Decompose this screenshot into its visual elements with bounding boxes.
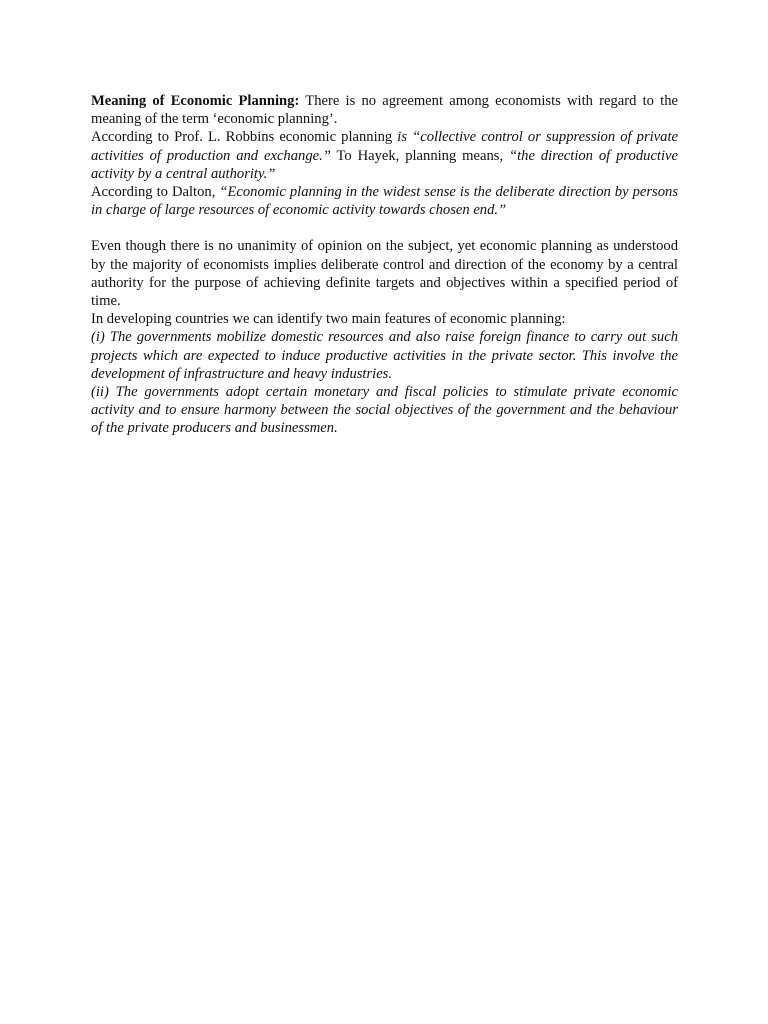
section-heading: Meaning of Economic Planning: <box>91 93 300 109</box>
robbins-quote: is “collective control or suppression of private activities of production and exchange.” <box>91 129 678 164</box>
meaning-text: There is no agreement among economists with regard to the meaning of the term ‘economic planning’. <box>91 93 679 128</box>
paragraph-robbins-hayek <box>91 128 678 183</box>
feature-item-2: (ii) The governments adopt certain monetary and fiscal policies to stimulate private economic activity and to ensure harmony between the social objectives of the government and the behaviour of the private producers and businessmen. <box>91 384 678 437</box>
hayek-quote: “the direction of productive activity by a central authority.” <box>91 147 678 182</box>
paragraph-meaning <box>91 92 678 128</box>
dalton-intro: According to Dalton <box>91 184 212 201</box>
paragraph-features-intro: In developing countries we can identify two main features of economic planning: <box>91 311 566 328</box>
document-body <box>91 92 678 438</box>
paragraph-spacer <box>91 219 678 237</box>
feature-item-1: (i) The governments mobilize domestic resources and also raise foreign finance to carry out such projects which are expected to induce productive activities in the private sector. This involve the development of infrastructure and heavy industries. <box>91 329 678 382</box>
paragraph-dalton <box>91 183 678 219</box>
paragraph-consensus: Even though there is no unanimity of opinion on the subject, yet economic planning as understood by the majority of economists implies deliberate control and direction of the economy by a central authority for the purpose of achieving definite targets and objectives within a specified period of time. <box>91 238 678 310</box>
robbins-intro: According to Prof. L. Robbins economic planning <box>91 129 398 146</box>
hayek-intro: To Hayek, planning means, <box>330 147 509 164</box>
dalton-quote: , “Economic planning in the widest sense is the deliberate direction by persons in charge of large resources of economic activity towards chosen end.” <box>91 184 679 219</box>
